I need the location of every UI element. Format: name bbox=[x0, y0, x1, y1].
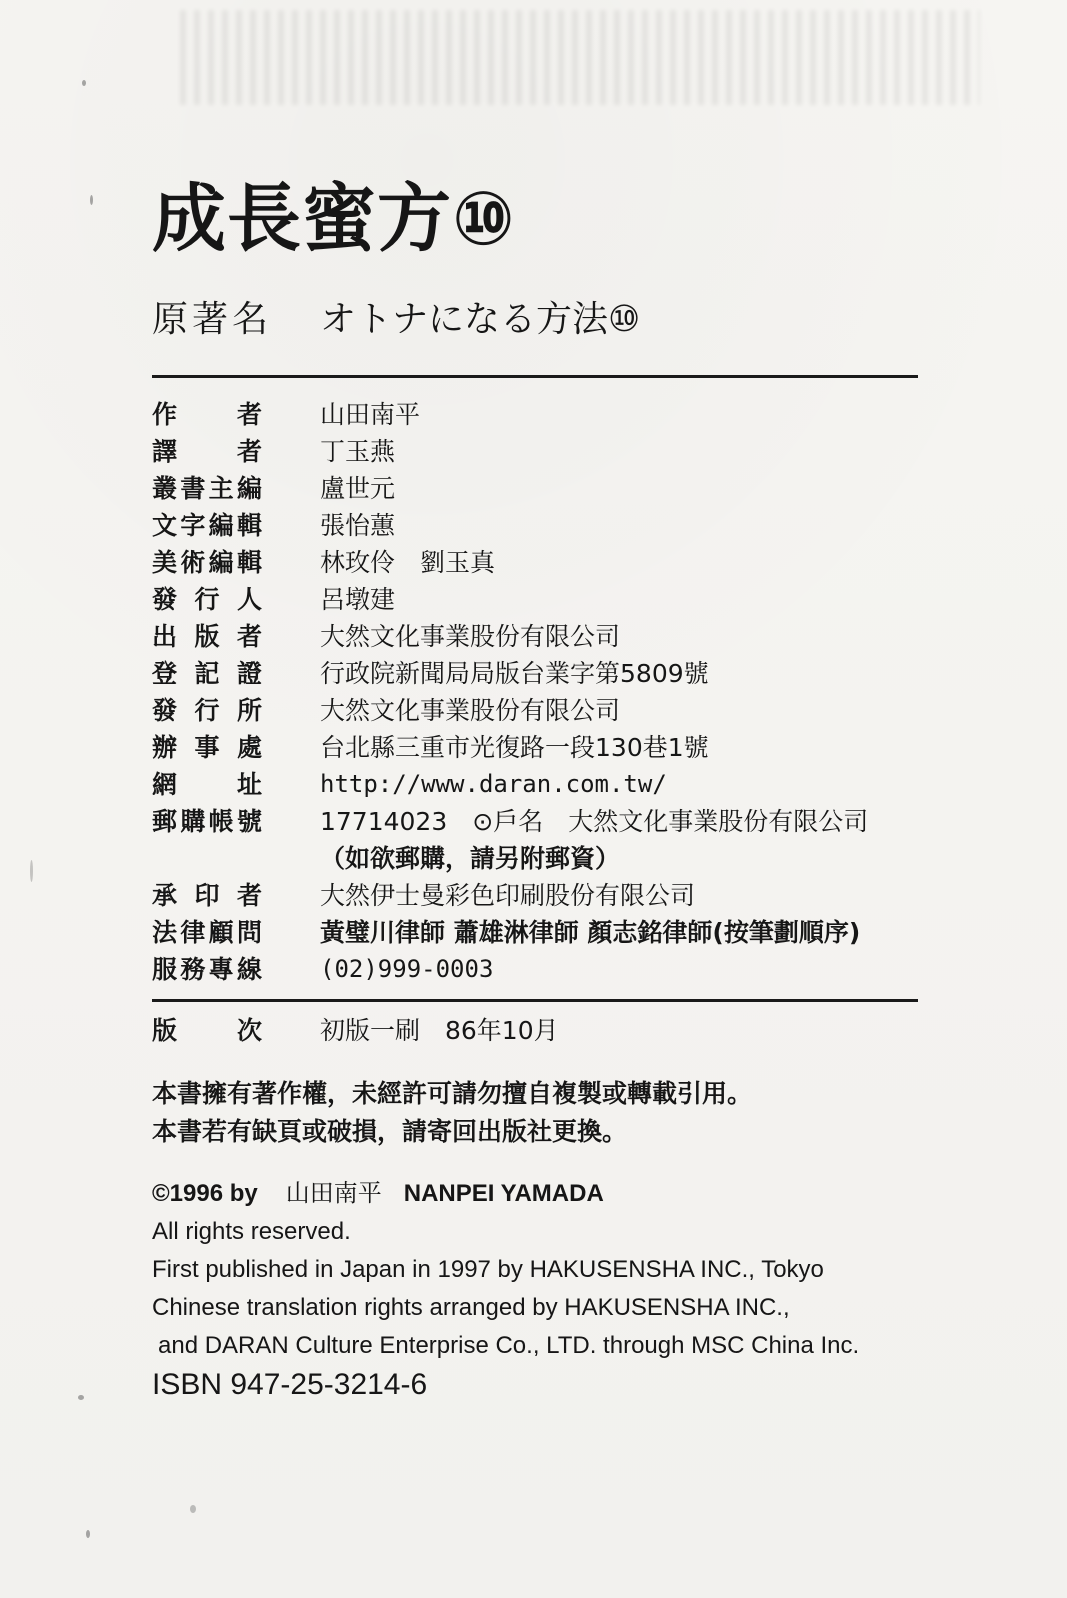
credit-label: 網 址 bbox=[152, 770, 262, 799]
credit-row-translator bbox=[152, 433, 932, 470]
credit-value: 丁玉燕 bbox=[320, 437, 396, 466]
credit-label: 美術編輯 bbox=[152, 548, 262, 577]
copyright-notices bbox=[152, 1075, 752, 1151]
rights-line: All rights reserved. bbox=[152, 1218, 351, 1245]
credit-row-publisher bbox=[152, 618, 932, 655]
edition-row bbox=[152, 1012, 559, 1049]
credit-row-service-line bbox=[152, 951, 932, 988]
credit-value: 大然伊士曼彩色印刷股份有限公司 bbox=[320, 881, 696, 910]
original-title-label: 原著名 bbox=[152, 299, 273, 340]
credit-value: 行政院新聞局局版台業字第5809號 bbox=[320, 659, 709, 688]
credit-label: 郵購帳號 bbox=[152, 807, 262, 836]
credit-row-author bbox=[152, 396, 932, 433]
credit-label: 叢書主編 bbox=[152, 474, 262, 503]
scan-speck bbox=[30, 860, 33, 882]
credit-row-website bbox=[152, 766, 932, 803]
rights-line: Chinese translation rights arranged by HAKUSENSHA INC., bbox=[152, 1294, 790, 1321]
credit-label: 譯 者 bbox=[152, 437, 262, 466]
credit-label: 發 行 人 bbox=[152, 585, 262, 614]
credit-value: 張怡蕙 bbox=[320, 511, 396, 540]
postal-order-note: （如欲郵購，請另附郵資） bbox=[320, 844, 621, 873]
credit-value: (02)999-0003 bbox=[320, 955, 494, 983]
credit-value: 大然文化事業股份有限公司 bbox=[320, 696, 621, 725]
book-title: 成長蜜方⑩ bbox=[152, 176, 516, 262]
credit-row-art-editor bbox=[152, 544, 932, 581]
copyright-line bbox=[152, 1174, 859, 1213]
notice-line: 本書擁有著作權，未經許可請勿擅自複製或轉載引用。 bbox=[152, 1079, 753, 1108]
credit-row-legal-counsel bbox=[152, 914, 932, 951]
credit-row-office-address bbox=[152, 729, 932, 766]
credit-value: 呂墩建 bbox=[320, 585, 396, 614]
credit-row-issuing-office bbox=[152, 692, 932, 729]
credit-row-registration bbox=[152, 655, 932, 692]
notice-line: 本書若有缺頁或破損，請寄回出版社更換。 bbox=[152, 1117, 628, 1146]
edition-value: 初版一刷 86年10月 bbox=[320, 1016, 559, 1045]
copyright-prefix: ©1996 by bbox=[152, 1180, 258, 1207]
credit-row-postal-account bbox=[152, 803, 932, 840]
edition-label: 版 次 bbox=[152, 1016, 262, 1045]
credit-label: 承 印 者 bbox=[152, 881, 262, 910]
credit-row-series-editor bbox=[152, 470, 932, 507]
credit-value: 林玫伶 劉玉真 bbox=[320, 548, 496, 577]
scan-speck bbox=[190, 1505, 196, 1513]
credit-value: 17714023 ⊙戶名 大然文化事業股份有限公司 bbox=[320, 807, 869, 836]
copyright-author-ja: 山田南平 bbox=[285, 1179, 382, 1207]
website-url: http://www.daran.com.tw/ bbox=[320, 770, 667, 798]
credit-label: 服務專線 bbox=[152, 955, 262, 984]
scan-speck bbox=[82, 80, 86, 86]
copyright-author-en: NANPEI YAMADA bbox=[403, 1180, 604, 1207]
credit-row-text-editor bbox=[152, 507, 932, 544]
rights-line: and DARAN Culture Enterprise Co., LTD. through MSC China Inc. bbox=[158, 1332, 860, 1359]
credit-value: 黃璧川律師 蕭雄淋律師 顏志銘律師(按筆劃順序) bbox=[320, 918, 861, 947]
credit-label: 發 行 所 bbox=[152, 696, 262, 725]
english-rights-block bbox=[152, 1174, 859, 1405]
rights-line: First published in Japan in 1997 by HAKUSENSHA INC., Tokyo bbox=[152, 1256, 824, 1283]
credit-row-publisher-person bbox=[152, 581, 932, 618]
credit-value: 盧世元 bbox=[320, 474, 396, 503]
original-title bbox=[152, 299, 641, 340]
scan-speck bbox=[78, 1395, 84, 1400]
scan-speck bbox=[90, 195, 93, 205]
credit-label: 辦 事 處 bbox=[152, 733, 262, 762]
credit-label: 登 記 證 bbox=[152, 659, 262, 688]
credit-value: 山田南平 bbox=[320, 400, 421, 429]
bleed-through-text bbox=[180, 10, 980, 105]
scan-speck bbox=[86, 1530, 90, 1538]
original-title-value: オトナになる方法⑩ bbox=[320, 299, 641, 340]
top-divider bbox=[152, 375, 918, 378]
credit-label: 法律顧問 bbox=[152, 918, 262, 947]
credit-label: 作 者 bbox=[152, 400, 262, 429]
credit-value: 大然文化事業股份有限公司 bbox=[320, 622, 621, 651]
bottom-divider bbox=[152, 999, 918, 1002]
credit-label: 文字編輯 bbox=[152, 511, 262, 540]
credit-row-printer bbox=[152, 877, 932, 914]
credit-value: 台北縣三重市光復路一段130巷1號 bbox=[320, 733, 709, 762]
credits-list bbox=[152, 396, 932, 988]
isbn: ISBN 947-25-3214-6 bbox=[152, 1368, 428, 1401]
credit-label: 出 版 者 bbox=[152, 622, 262, 651]
